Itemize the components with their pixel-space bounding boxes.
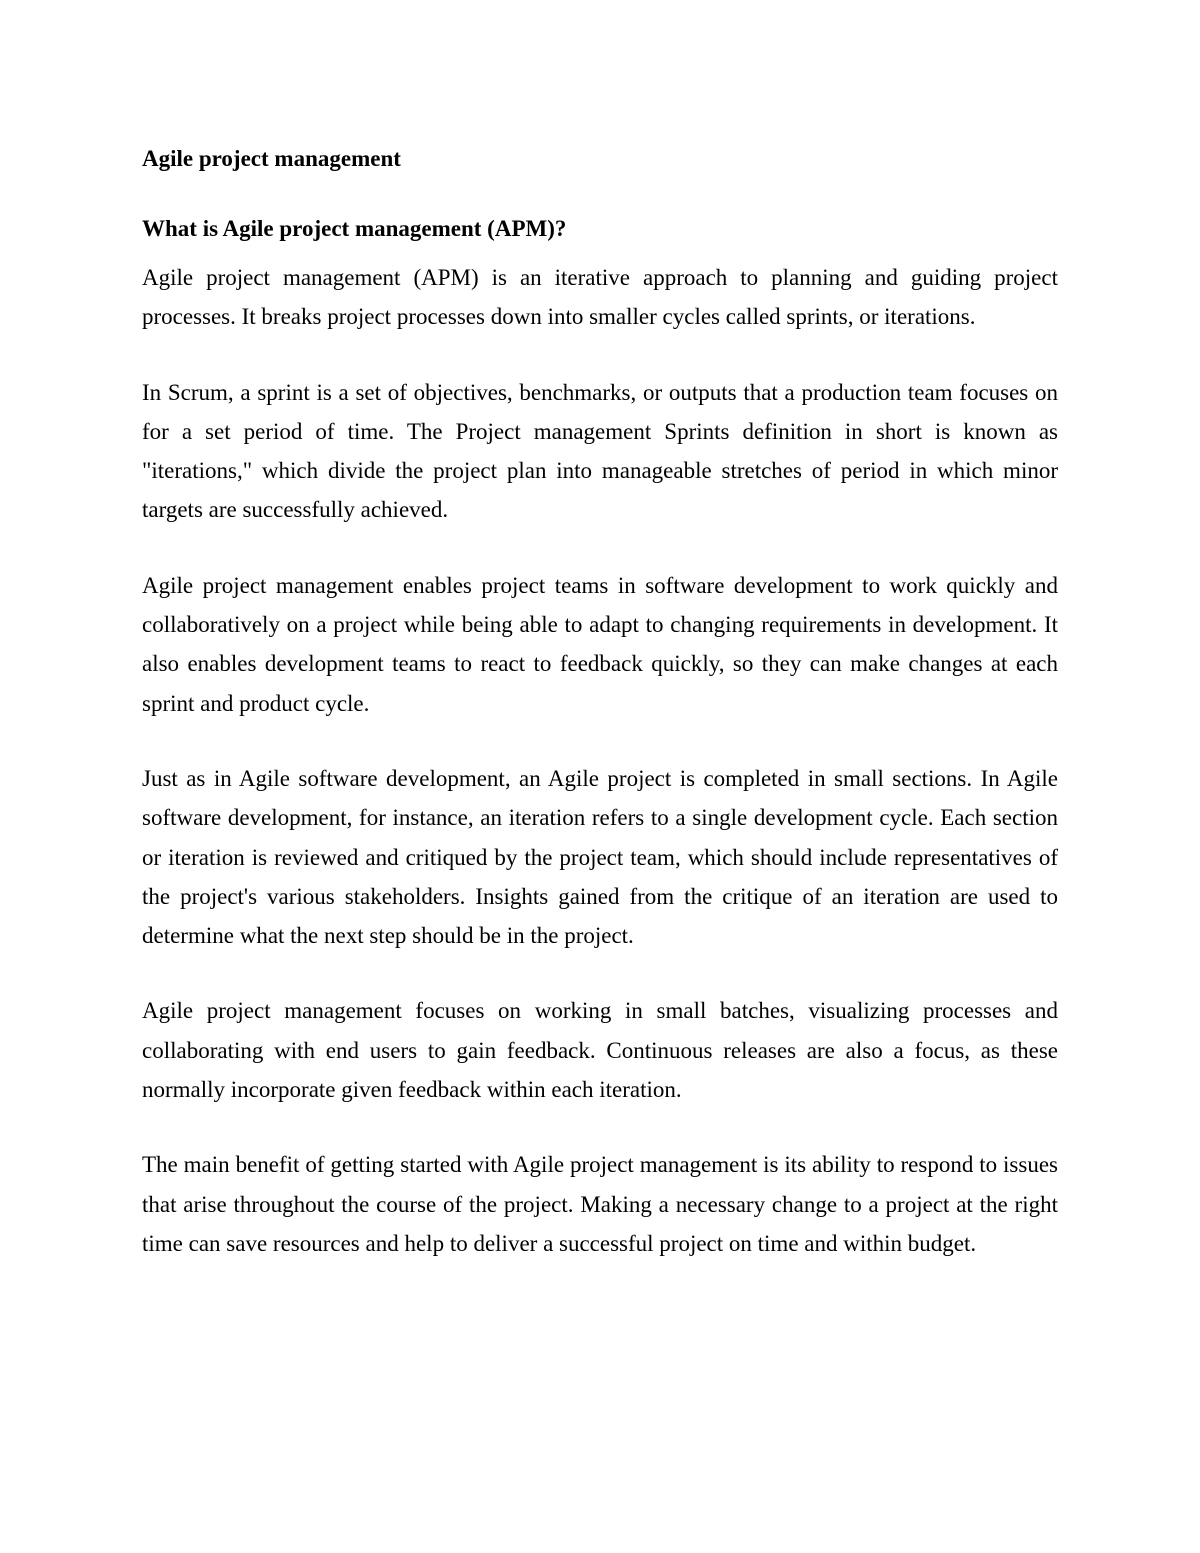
paragraph-main-benefit: The main benefit of getting started with Agile project management is its ability to respond to issues that arise throughout the course of the project. Making a necessary change to a project at the right time can save resources and help to deliver a successful project on time and within budget. bbox=[142, 1152, 1058, 1256]
document-title: Agile project management bbox=[142, 146, 401, 171]
paragraph-teams-collaboration: Agile project management enables project teams in software development to work quickly and collaboratively on a project while being able to adapt to changing requirements in development. It also enables development teams to react to feedback quickly, so they can make changes at each sprint and product cycle. bbox=[142, 572, 1058, 716]
paragraph-apm-definition: Agile project management (APM) is an iterative approach to planning and guiding project processes. It breaks project processes down into smaller cycles called sprints, or iterations. bbox=[142, 265, 1058, 330]
document-body bbox=[142, 140, 1058, 1263]
paragraph-small-batches: Agile project management focuses on working in small batches, visualizing processes and collaborating with end users to gain feedback. Continuous releases are also a focus, as these normally incorporate given feedback within each iteration. bbox=[142, 998, 1058, 1103]
paragraph-iterations: Just as in Agile software development, an Agile project is completed in small sections. In Agile software development, for instance, an iteration refers to a single development cycle. Each section or iteration is reviewed and critiqued by the project team, which should include representatives of the project's various stakeholders. Insights gained from the critique of an iteration are used to determine what the next step should be in the project. bbox=[142, 765, 1058, 949]
paragraph-scrum-sprint: In Scrum, a sprint is a set of objectives, benchmarks, or outputs that a production team focuses on for a set period of time. The Project management Sprints definition in short is known as "iterations," which divide the project plan into manageable stretches of period in which minor targets are successfully achieved. bbox=[142, 379, 1058, 523]
section-heading: What is Agile project management (APM)? bbox=[142, 216, 567, 241]
